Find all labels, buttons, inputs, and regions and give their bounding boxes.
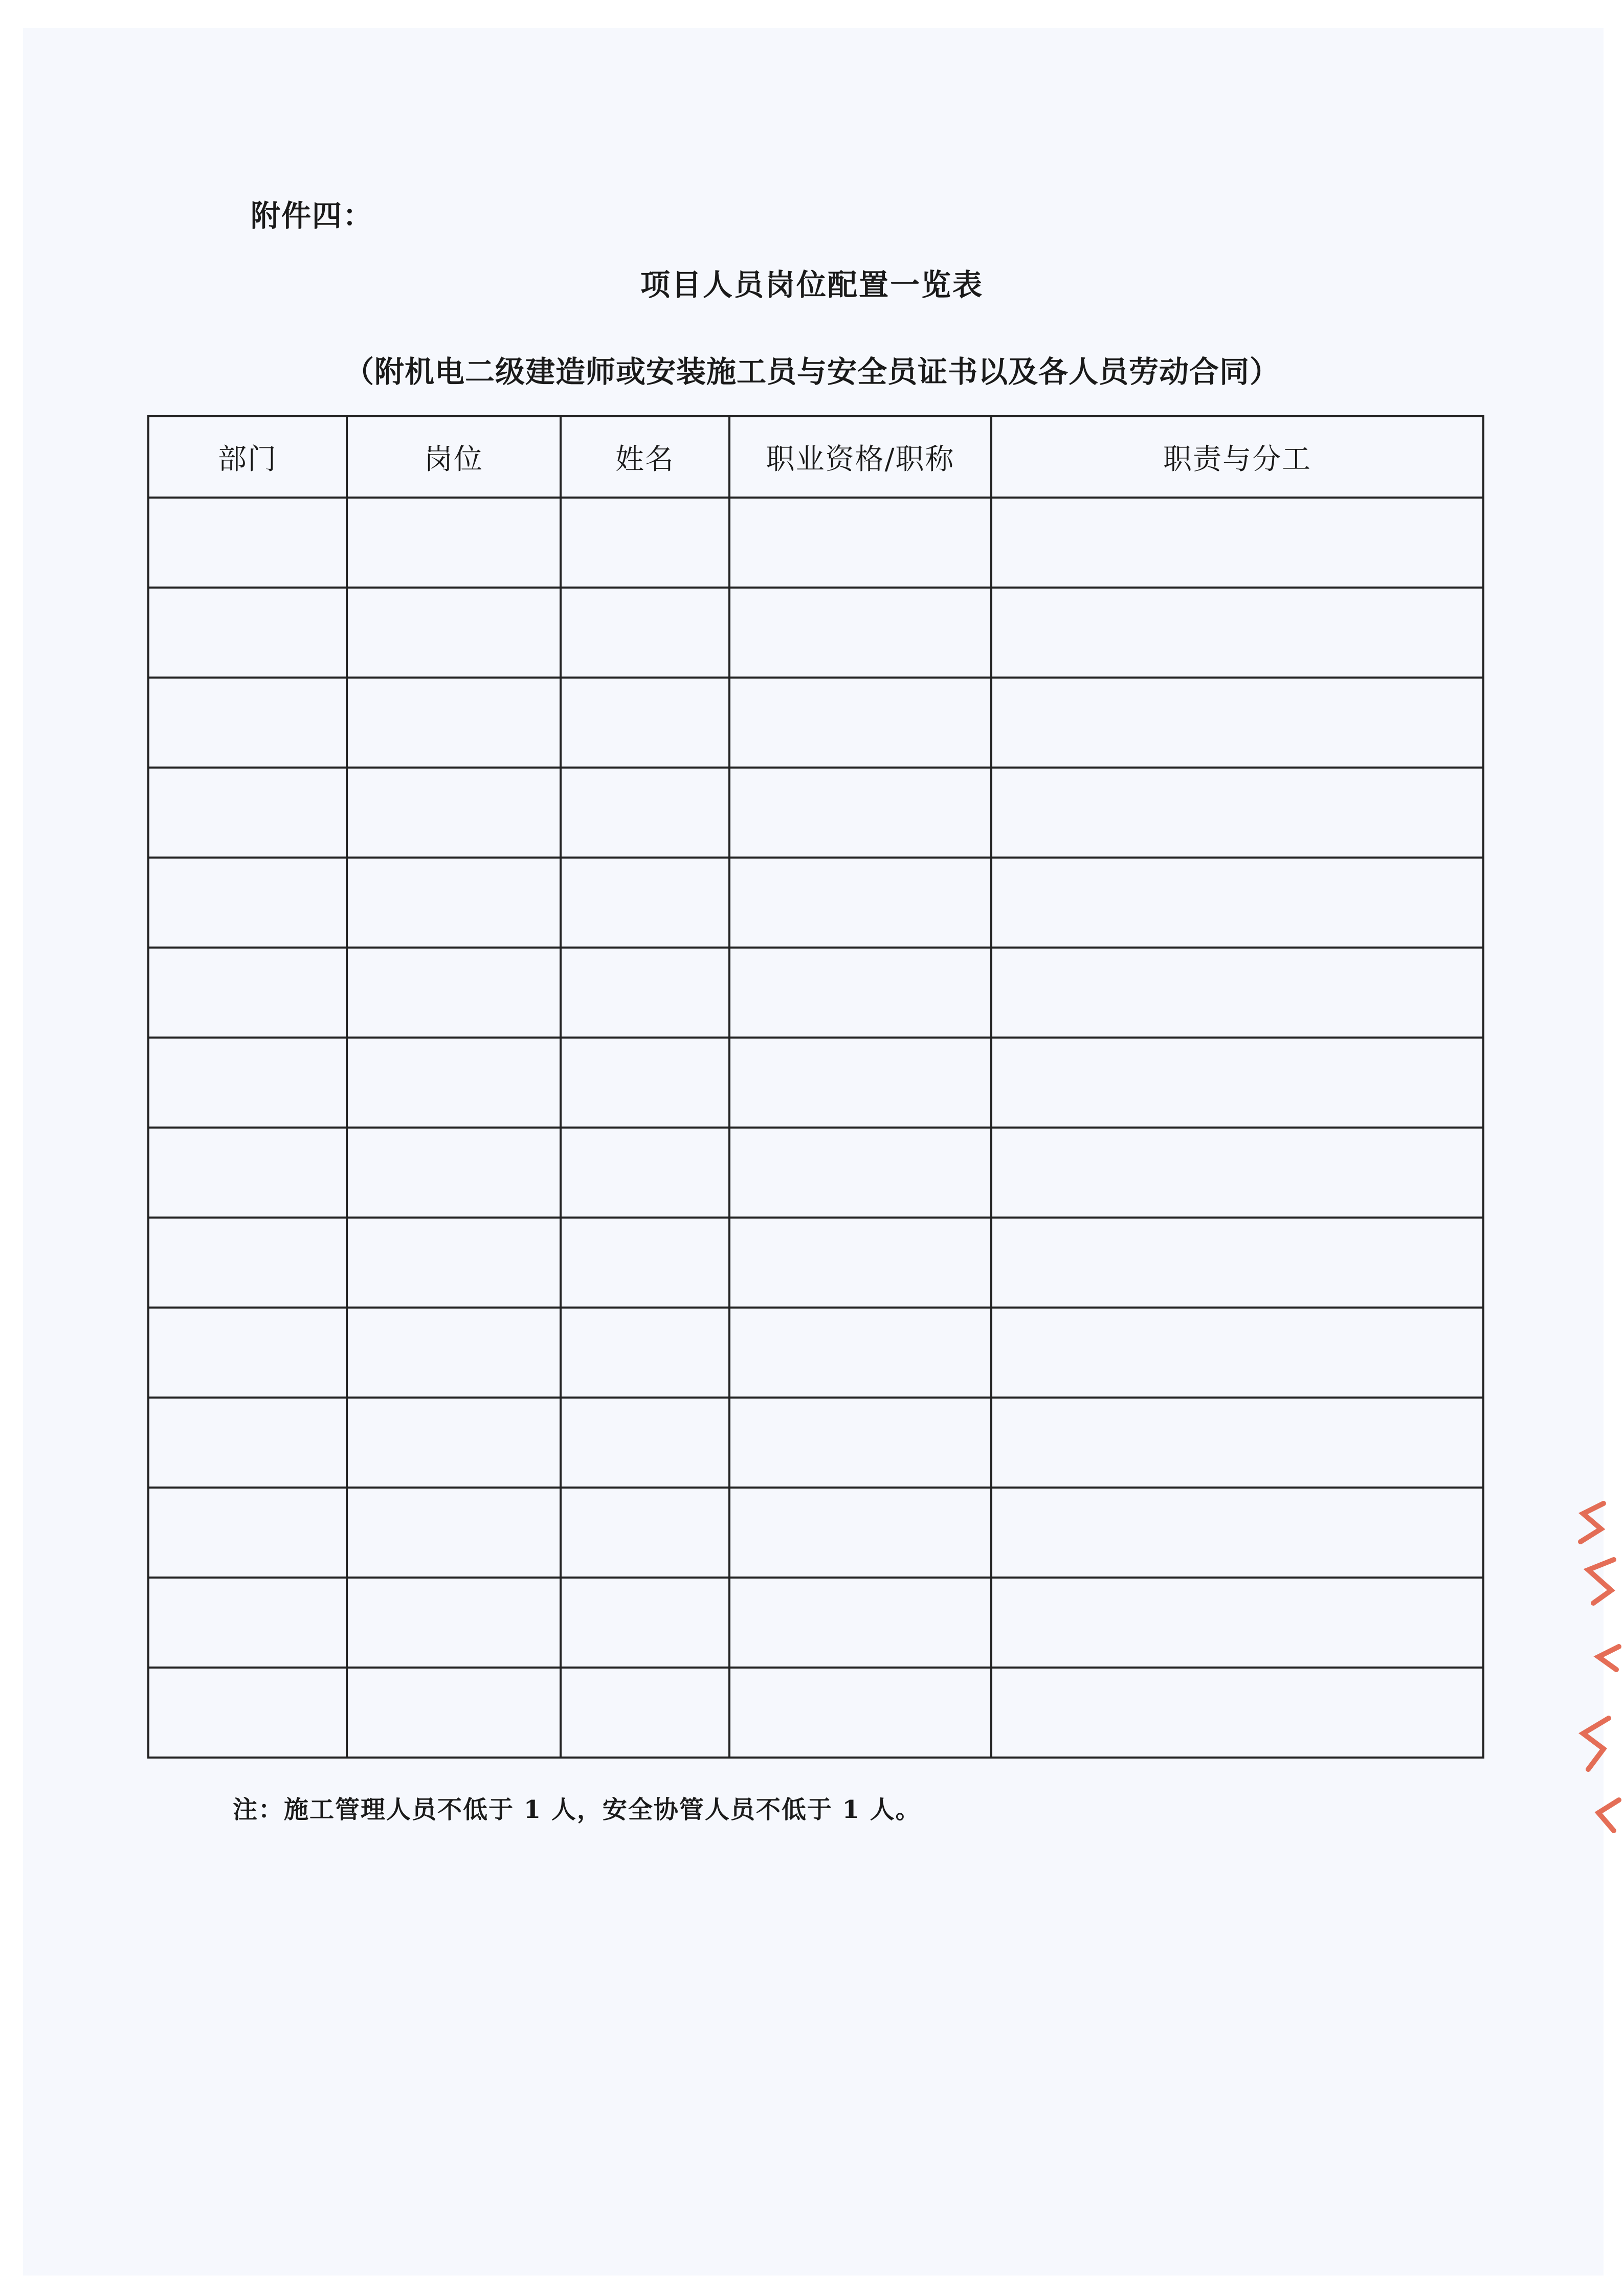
column-header-name: 姓名 xyxy=(561,416,729,498)
table-cell-department xyxy=(148,768,347,858)
table-row xyxy=(148,1488,1483,1578)
column-header-qualification: 职业资格/职称 xyxy=(729,416,991,498)
table-cell-department xyxy=(148,1128,347,1218)
table-cell-qualification xyxy=(729,858,991,948)
table-cell-qualification xyxy=(729,1578,991,1668)
table-cell-name xyxy=(561,1038,729,1128)
table-cell-department xyxy=(148,948,347,1038)
table-cell-department xyxy=(148,858,347,948)
table-cell-position xyxy=(347,1128,561,1218)
table-cell-qualification xyxy=(729,1668,991,1758)
table-cell-duties xyxy=(991,948,1483,1038)
table-row xyxy=(148,1308,1483,1398)
table-cell-department xyxy=(148,1308,347,1398)
table-cell-position xyxy=(347,948,561,1038)
table-cell-department xyxy=(148,678,347,768)
red-seal-stamp xyxy=(1552,1493,1624,1841)
table-cell-position xyxy=(347,1668,561,1758)
table-cell-qualification xyxy=(729,1488,991,1578)
table-row xyxy=(148,1668,1483,1758)
table-cell-qualification xyxy=(729,1038,991,1128)
table-cell-qualification xyxy=(729,588,991,678)
table-cell-department xyxy=(148,1488,347,1578)
column-header-position: 岗位 xyxy=(347,416,561,498)
table-cell-name xyxy=(561,678,729,768)
table-cell-department xyxy=(148,1038,347,1128)
table-cell-position xyxy=(347,1488,561,1578)
table-cell-name xyxy=(561,1668,729,1758)
table-row xyxy=(148,1218,1483,1308)
table-cell-duties xyxy=(991,768,1483,858)
table-cell-name xyxy=(561,588,729,678)
table-cell-department xyxy=(148,1668,347,1758)
table-cell-position xyxy=(347,1218,561,1308)
table-cell-position xyxy=(347,1578,561,1668)
table-row xyxy=(148,948,1483,1038)
table-row xyxy=(148,1398,1483,1488)
table-cell-position xyxy=(347,588,561,678)
table-cell-department xyxy=(148,498,347,588)
table-cell-name xyxy=(561,1488,729,1578)
table-header-row xyxy=(148,416,1483,498)
table-cell-name xyxy=(561,948,729,1038)
table-cell-duties xyxy=(991,858,1483,948)
table-cell-duties xyxy=(991,588,1483,678)
table-cell-duties xyxy=(991,1218,1483,1308)
table-cell-qualification xyxy=(729,1218,991,1308)
table-cell-qualification xyxy=(729,1128,991,1218)
table-cell-qualification xyxy=(729,1308,991,1398)
table-cell-name xyxy=(561,1578,729,1668)
table-cell-duties xyxy=(991,1488,1483,1578)
table-cell-duties xyxy=(991,678,1483,768)
table-cell-name xyxy=(561,1218,729,1308)
table-cell-position xyxy=(347,858,561,948)
table-cell-qualification xyxy=(729,678,991,768)
attachment-label: 附件四： xyxy=(251,198,374,233)
table-cell-duties xyxy=(991,1038,1483,1128)
table-cell-qualification xyxy=(729,768,991,858)
table-row xyxy=(148,678,1483,768)
table-cell-department xyxy=(148,588,347,678)
table-cell-name xyxy=(561,1398,729,1488)
table-cell-name xyxy=(561,1128,729,1218)
table-row xyxy=(148,1038,1483,1128)
table-cell-department xyxy=(148,1578,347,1668)
table-cell-position xyxy=(347,1308,561,1398)
table-body xyxy=(148,498,1483,1758)
table-cell-department xyxy=(148,1218,347,1308)
red-seal-stamp-marks xyxy=(1581,1503,1619,1831)
table-row xyxy=(148,588,1483,678)
table-row xyxy=(148,768,1483,858)
table-cell-position xyxy=(347,498,561,588)
table-cell-name xyxy=(561,858,729,948)
table-row xyxy=(148,1128,1483,1218)
table-cell-qualification xyxy=(729,498,991,588)
page-title: 项目人员岗位配置一览表 xyxy=(640,267,984,302)
column-header-department: 部门 xyxy=(148,416,347,498)
footnote: 注：施工管理人员不低于 1 人，安全协管人员不低于 1 人。 xyxy=(233,1795,921,1824)
table-cell-duties xyxy=(991,1668,1483,1758)
table-cell-position xyxy=(347,1038,561,1128)
staff-table xyxy=(147,415,1484,1759)
table-row xyxy=(148,498,1483,588)
table-cell-duties xyxy=(991,1308,1483,1398)
table-cell-position xyxy=(347,1398,561,1488)
table-cell-name xyxy=(561,768,729,858)
table-cell-duties xyxy=(991,498,1483,588)
table-cell-qualification xyxy=(729,1398,991,1488)
table-cell-position xyxy=(347,768,561,858)
table-row xyxy=(148,858,1483,948)
table-cell-duties xyxy=(991,1398,1483,1488)
table-cell-name xyxy=(561,498,729,588)
table-row xyxy=(148,1578,1483,1668)
column-header-duties: 职责与分工 xyxy=(991,416,1483,498)
table-cell-qualification xyxy=(729,948,991,1038)
table-cell-name xyxy=(561,1308,729,1398)
table-cell-position xyxy=(347,678,561,768)
table-cell-duties xyxy=(991,1578,1483,1668)
table-cell-duties xyxy=(991,1128,1483,1218)
table-cell-department xyxy=(148,1398,347,1488)
page-subtitle: （附机电二级建造师或安装施工员与安全员证书以及各人员劳动合同） xyxy=(344,354,1280,389)
